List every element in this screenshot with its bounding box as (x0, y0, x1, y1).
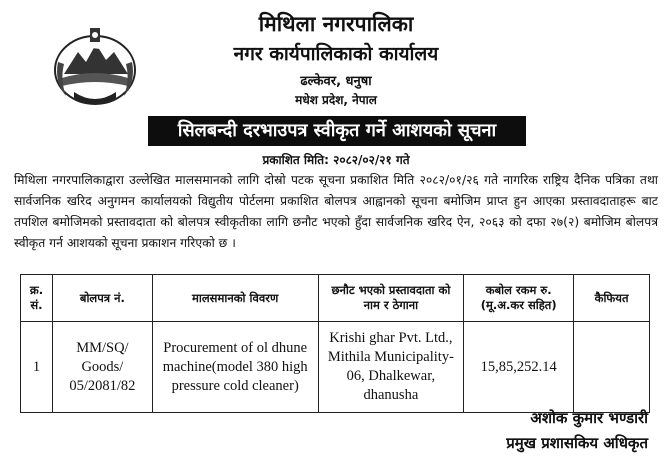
published-date: प्रकाशित मिति: २०८२/०२/२१ गते (262, 153, 410, 167)
table-header-row (21, 275, 650, 322)
col-header-remarks: कैफियत (574, 275, 650, 322)
municipality-name: मिथिला नगरपालिका (258, 12, 414, 36)
signatory-designation: प्रमुख प्रशासकिय अधिकृत (506, 434, 648, 452)
cell-remarks (574, 322, 650, 413)
cell-selected-bidder: Krishi ghar Pvt. Ltd., Mithila Municipality-06, Dhalkewar, dhanusha (318, 322, 464, 413)
office-name: नगर कार्यपालिकाको कार्यालय (233, 43, 439, 65)
notice-body: मिथिला नगरपालिकाद्वारा उल्लेखित मालसमानको लागि दोस्रो पटक सूचना प्रकाशित मिति २०८२/०१/२६ गते नागरिक राष्ट्रिय दैनिक पत्रिका तथा सार्वजनिक खरिद अनुगमन कार्यालयको विद्युतीय पोर्टलमा प्रकाशित बोलपत्र आह्वानको सूचना बमोजिम प्राप्त हुन आएका प्रस्तावदाताहरू बाट तपशिल बमोजिमको प्रस्तावदाता को बोलपत्र स्वीकृतीका लागि छनौट भएको हुँदा सार्वजनिक खरिद ऐन, २०६३ को दफा २७(२) बमोजिम बोलपत्र स्वीकृत गर्न आशयको सूचना प्रकाशन गरिएको छ । (14, 173, 658, 250)
cell-amount: 15,85,252.14 (464, 322, 574, 413)
bid-acceptance-table (20, 274, 650, 413)
cell-sn: 1 (21, 322, 53, 413)
col-header-item-desc: मालसमानको विवरण (152, 275, 318, 322)
office-location: ढल्केवर, धनुषा (300, 74, 372, 89)
notice-title: सिलबन्दी दरभाउपत्र स्वीकृत गर्ने आशयको सूचना (148, 116, 526, 146)
office-province: मधेश प्रदेश, नेपाल (295, 93, 377, 107)
col-header-sn: क्र. सं. (21, 275, 53, 322)
table-row (21, 322, 650, 413)
col-header-selected-bidder: छनौट भएको प्रस्तावदाता को नाम र ठेगाना (318, 275, 464, 322)
cell-bid-no: MM/SQ/ Goods/ 05/2081/82 (52, 322, 152, 413)
cell-item-desc: Procurement of ol dhune machine(model 380 high pressure cold cleaner) (152, 322, 318, 413)
col-header-bid-no: बोलपत्र नं. (52, 275, 152, 322)
col-header-amount: कबोल रकम रु. (मू.अ.कर सहित) (464, 275, 574, 322)
signatory-name: अशोक कुमार भण्डारी (530, 409, 648, 427)
